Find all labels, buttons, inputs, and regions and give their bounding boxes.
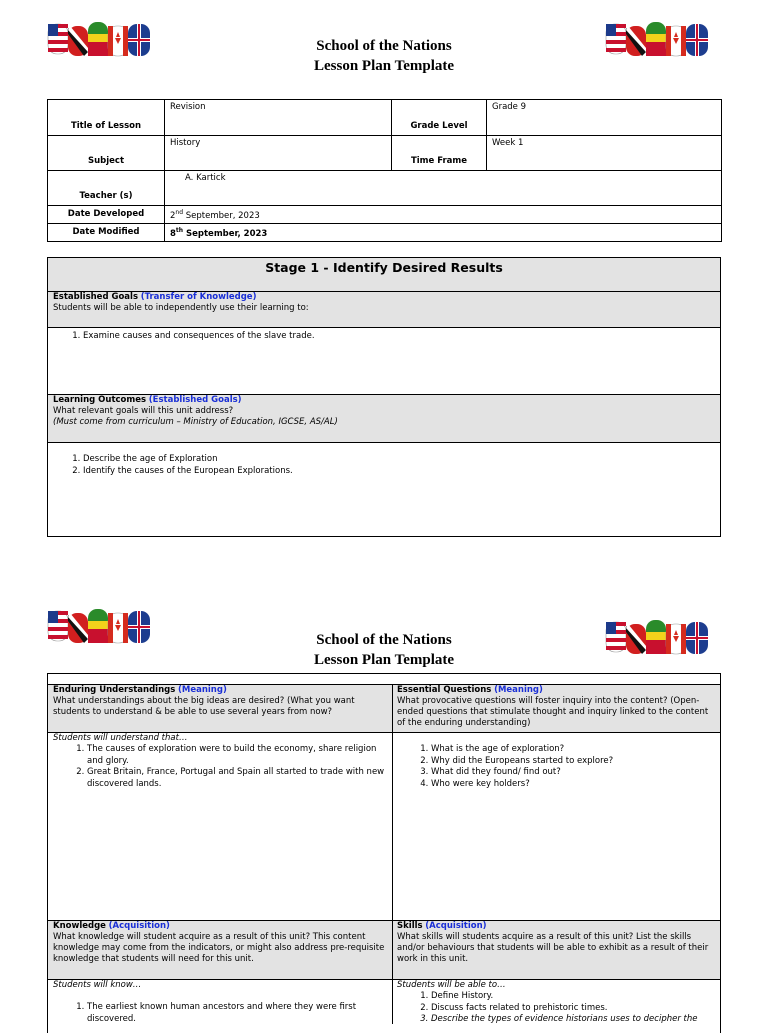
list-item: 2. Discuss facts related to prehistoric times. bbox=[431, 1003, 716, 1015]
eu-list bbox=[53, 744, 387, 790]
outcomes-list bbox=[48, 454, 720, 477]
sk-text: What skills will students acquire as a result of this unit? List the skills and/or behaviours that students will be able to exhibit as a result of their work in this unit. bbox=[397, 932, 709, 964]
sk-content bbox=[393, 980, 720, 1024]
sk-intro: Students will be able to… bbox=[397, 980, 506, 990]
skills-box bbox=[393, 920, 720, 980]
title-label: Title of Lesson bbox=[48, 100, 165, 136]
list-item: 1. Examine causes and consequences of the slave trade. bbox=[83, 331, 720, 343]
teacher-label: Teacher (s) bbox=[48, 171, 165, 206]
kn-content bbox=[48, 980, 392, 1024]
knowledge-box bbox=[48, 920, 392, 980]
sk-heading: Skills bbox=[397, 921, 423, 931]
stage1-title: Stage 1 - Identify Desired Results bbox=[265, 260, 503, 275]
eu-text: What understandings about the big ideas are desired? (What you want students to understand & be able to use several years from now? bbox=[53, 696, 355, 717]
list-item: 1. What is the age of exploration? bbox=[431, 744, 716, 756]
outcomes-list-box bbox=[47, 442, 721, 537]
school-flags-logo-left-p2 bbox=[46, 605, 152, 647]
list-item: 4. Who were key holders? bbox=[431, 779, 716, 791]
school-flags-logo-right bbox=[604, 18, 710, 60]
kn-tag: (Acquisition) bbox=[108, 921, 170, 931]
teacher-value: A. Kartick bbox=[165, 171, 722, 206]
subject-label: Subject bbox=[48, 136, 165, 171]
goals-list-box bbox=[47, 327, 721, 395]
learning-outcomes-box bbox=[47, 394, 721, 443]
sk-list bbox=[397, 991, 716, 1024]
grade-value: Grade 9 bbox=[487, 100, 722, 136]
eq-tag: (Meaning) bbox=[494, 685, 543, 695]
list-item: 3. Describe the types of evidence historians uses to decipher the bbox=[431, 1014, 716, 1024]
eu-heading: Enduring Understandings bbox=[53, 685, 176, 695]
school-name: School of the Nations bbox=[316, 38, 452, 54]
template-title: Lesson Plan Template bbox=[313, 58, 455, 74]
modified-label: Date Modified bbox=[48, 224, 165, 242]
list-item: 1. Define History. bbox=[431, 991, 716, 1003]
outcomes-text: What relevant goals will this unit address? bbox=[53, 406, 234, 416]
school-name: School of the Nations bbox=[316, 632, 452, 648]
list-item: 1. The earliest known human ancestors and where they were first discovered. bbox=[87, 1002, 387, 1024]
kn-heading: Knowledge bbox=[53, 921, 106, 931]
outcomes-note: (Must come from curriculum – Ministry of Education, IGCSE, AS/AL) bbox=[53, 417, 338, 427]
eq-heading: Essential Questions bbox=[397, 685, 492, 695]
timeframe-label: Time Frame bbox=[392, 136, 487, 171]
list-item: 3. What did they found/ find out? bbox=[431, 767, 716, 779]
timeframe-value: Week 1 bbox=[487, 136, 722, 171]
established-goals-box bbox=[47, 291, 721, 328]
list-item: 1. Describe the age of Exploration bbox=[83, 454, 720, 466]
goals-list bbox=[48, 331, 720, 343]
goals-tag: (Transfer of Knowledge) bbox=[140, 292, 257, 302]
eu-tag: (Meaning) bbox=[178, 685, 227, 695]
page2-header bbox=[234, 630, 534, 670]
template-title: Lesson Plan Template bbox=[313, 652, 455, 668]
eq-text: What provocative questions will foster inquiry into the content? (Open-ended questions that stimulate thought and inquiry linked to the content of the enduring understanding) bbox=[397, 696, 709, 728]
lesson-info-table bbox=[47, 99, 722, 242]
list-item: 2. Great Britain, France, Portugal and Spain all started to trade with new discovered lands. bbox=[87, 767, 387, 790]
sk-tag: (Acquisition) bbox=[425, 921, 487, 931]
developed-value: 2nd September, 2023 bbox=[165, 206, 722, 224]
kn-intro: Students will know… bbox=[53, 980, 142, 990]
enduring-understandings-box bbox=[48, 685, 392, 733]
list-item: 2. Why did the Europeans started to explore? bbox=[431, 756, 716, 768]
kn-text: What knowledge will student acquire as a result of this unit? This content knowledge may come from the indicators, or might also address pre-requisite knowledge that students will need for this unit. bbox=[53, 932, 385, 964]
goals-heading: Established Goals bbox=[53, 292, 139, 302]
list-item: 1. The causes of exploration were to build the economy, share religion and glory. bbox=[87, 744, 387, 767]
eu-content bbox=[48, 733, 392, 921]
subject-value: History bbox=[165, 136, 392, 171]
modified-value: 8th September, 2023 bbox=[165, 224, 722, 242]
outcomes-heading: Learning Outcomes bbox=[53, 395, 147, 405]
page1-header bbox=[234, 36, 534, 76]
title-value: Revision bbox=[165, 100, 392, 136]
kn-list bbox=[53, 1002, 387, 1024]
eu-intro: Students will understand that… bbox=[53, 733, 188, 743]
eq-content bbox=[393, 744, 720, 921]
school-flags-logo-left bbox=[46, 18, 152, 60]
list-item: 2. Identify the causes of the European Explorations. bbox=[83, 466, 720, 478]
grade-label: Grade Level bbox=[392, 100, 487, 136]
school-flags-logo-right-p2 bbox=[604, 616, 710, 658]
goals-text: Students will be able to independently use their learning to: bbox=[53, 303, 309, 313]
developed-label: Date Developed bbox=[48, 206, 165, 224]
essential-questions-box bbox=[393, 685, 720, 733]
stage1-title-box bbox=[47, 257, 721, 292]
eq-list bbox=[397, 744, 716, 790]
outcomes-tag: (Established Goals) bbox=[148, 395, 242, 405]
